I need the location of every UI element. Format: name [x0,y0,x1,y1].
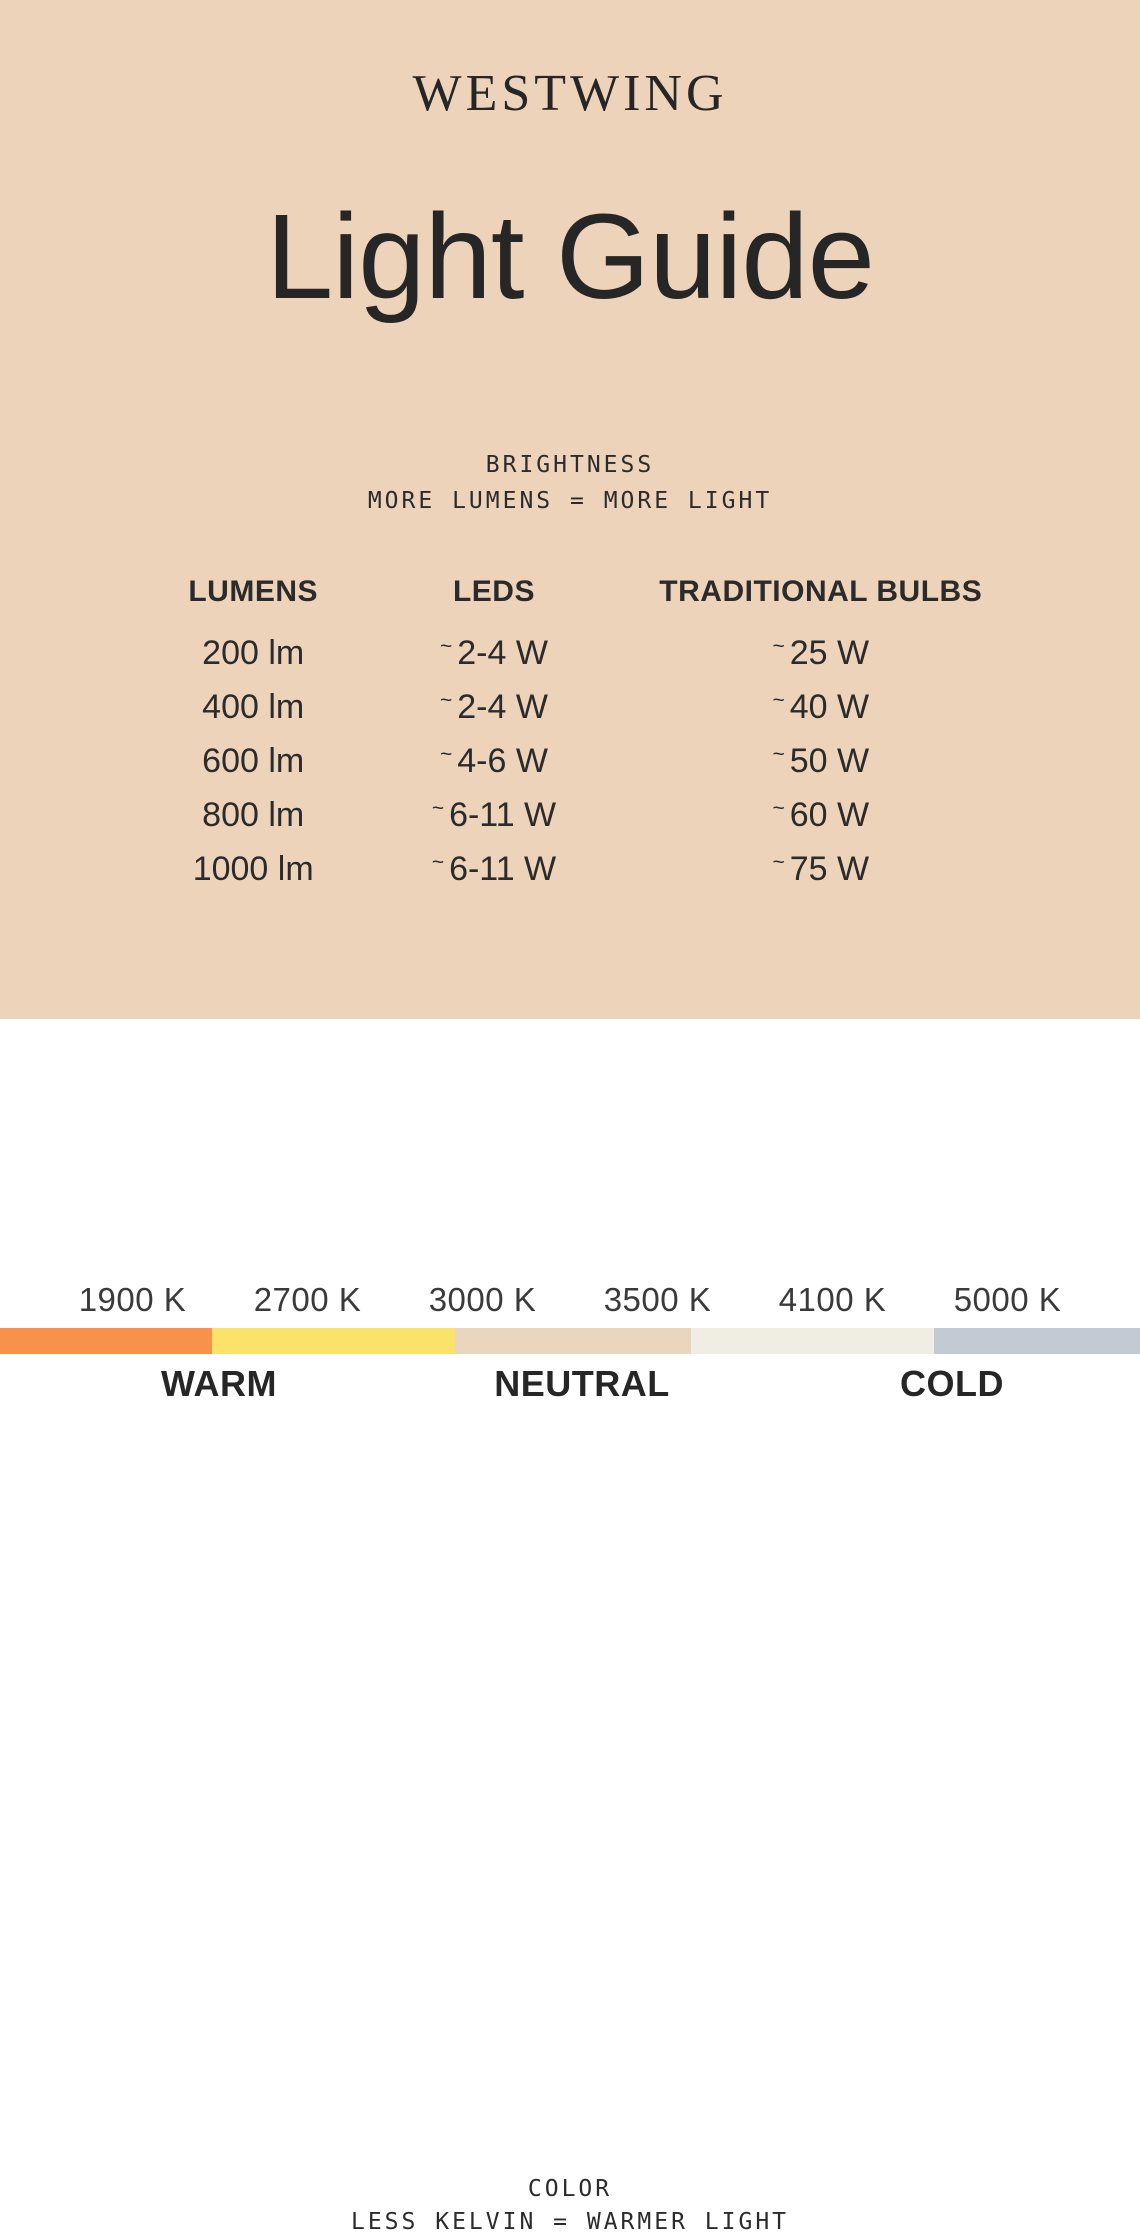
leds-watts: 2-4 W [457,633,548,672]
leds-watts: 6-11 W [449,849,557,888]
bulbs-value [632,688,1010,727]
table-row [150,626,1010,680]
kelvin-label: 4100 K [778,1281,887,1318]
brightness-heading-block [0,447,1140,519]
warm-orange-segment [0,1328,212,1354]
leds-watts: 6-11 W [449,795,557,834]
color-scale-bar [0,1328,1140,1354]
bulb-watts: 75 W [789,849,870,888]
bulb-watts: 60 W [789,795,870,834]
warm-yellow-segment [212,1328,455,1354]
kelvin-label: 3000 K [428,1281,537,1318]
approx-symbol: ~ [772,688,785,712]
brightness-heading: BRIGHTNESS [485,452,655,478]
approx-symbol: ~ [772,634,785,658]
approx-symbol: ~ [440,742,453,766]
brightness-subheading: MORE LUMENS = MORE LIGHT [367,488,773,514]
brand-logo: WESTWING [412,65,728,122]
bulb-watts: 25 W [789,633,870,672]
cold-blue-segment [934,1328,1140,1354]
color-heading-block [0,2173,1140,2239]
lumens-table [150,570,1010,896]
lumens-value: 800 lm [202,795,305,834]
temperature-label-warm: WARM [161,1363,277,1404]
lumens-value: 1000 lm [192,849,314,888]
leds-value [356,634,631,673]
leds-value [356,796,631,835]
leds-value [356,742,631,781]
approx-symbol: ~ [431,796,445,820]
table-row [150,842,1010,896]
page-title: Light Guide [266,188,874,324]
bulbs-value [632,742,1010,781]
kelvin-label: 5000 K [953,1281,1062,1318]
bulb-watts: 50 W [789,741,870,780]
kelvin-label: 3500 K [603,1281,712,1318]
kelvin-label: 2700 K [253,1281,362,1318]
lumens-value: 600 lm [202,741,305,780]
leds-watts: 2-4 W [457,687,548,726]
color-subheading: LESS KELVIN = WARMER LIGHT [350,2209,790,2235]
approx-symbol: ~ [431,850,445,874]
approx-symbol: ~ [772,796,785,820]
lumens-value: 400 lm [202,687,305,726]
bulbs-value [632,634,1010,673]
temperature-labels-row [0,1365,1140,1409]
column-header-traditional-bulbs: TRADITIONAL BULBS [659,575,983,608]
neutral-cream-segment [691,1328,934,1354]
bulbs-value [632,850,1010,889]
lumens-value: 200 lm [202,633,305,672]
kelvin-label: 1900 K [78,1281,187,1318]
temperature-label-neutral: NEUTRAL [494,1363,670,1404]
approx-symbol: ~ [440,634,453,658]
leds-watts: 4-6 W [457,741,548,780]
bulbs-value [632,796,1010,835]
approx-symbol: ~ [772,742,785,766]
table-row [150,734,1010,788]
color-section [0,1019,1140,2235]
table-header-row [150,570,1010,614]
leds-value [356,688,631,727]
table-row [150,788,1010,842]
bulb-watts: 40 W [789,687,870,726]
table-row [150,680,1010,734]
column-header-lumens: LUMENS [188,575,319,608]
approx-symbol: ~ [772,850,785,874]
color-heading: COLOR [527,2176,613,2202]
neutral-tan-segment [455,1328,691,1354]
leds-value [356,850,631,889]
brightness-section [0,0,1140,1019]
kelvin-labels-row [0,1283,1140,1316]
temperature-label-cold: COLD [900,1363,1004,1404]
approx-symbol: ~ [440,688,453,712]
column-header-leds: LEDS [452,575,535,608]
